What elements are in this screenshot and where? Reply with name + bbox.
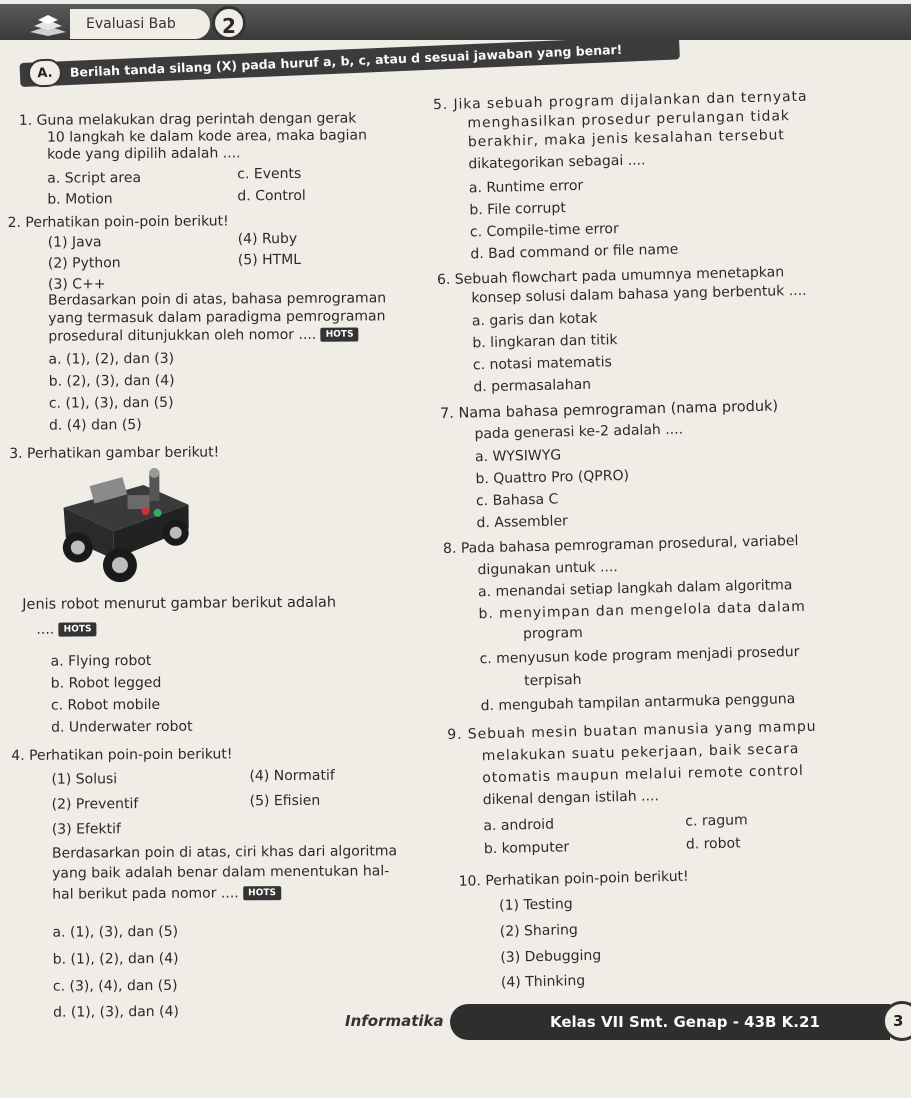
question-7-option-d[interactable]: d. Assembler (476, 513, 569, 532)
question-5-text: 5. Jika sebuah program dijalankan dan ternyata (432, 88, 808, 114)
question-9-text: 9. Sebuah mesin buatan manusia yang mampu (447, 718, 817, 744)
question-5-text-3: berakhir, maka jenis kesalahan tersebut (467, 127, 785, 151)
question-10-point-3: (3) Debugging (500, 947, 602, 966)
question-1-option-a[interactable]: a. Script area (47, 170, 142, 187)
question-10-text: 10. Perhatikan poin-poin berikut! (458, 868, 689, 890)
question-9-option-c[interactable]: c. ragum (685, 812, 748, 830)
question-3-text-3: .... HOTS (36, 621, 96, 638)
question-8-option-c-cont: terpisah (523, 671, 582, 690)
question-2-point-2: (2) Python (47, 255, 121, 272)
question-5-option-d[interactable]: d. Bad command or file name (470, 241, 679, 263)
question-4-text-2: Berdasarkan poin di atas, ciri khas dari algoritma (51, 843, 398, 862)
question-6-option-d[interactable]: d. permasalahan (473, 376, 592, 396)
question-2-point-3: (3) C++ (47, 276, 106, 293)
chapter-number: 2 (212, 6, 246, 40)
question-2-option-d[interactable]: d. (4) dan (5) (48, 417, 142, 434)
question-6-option-c[interactable]: c. notasi matematis (472, 354, 613, 374)
question-9-text-3: otomatis maupun melalui remote control (482, 762, 804, 787)
question-9-text-2: melakukan suatu pekerjaan, baik secara (481, 741, 800, 765)
question-9-text-4: dikenal dengan istilah .... (482, 788, 660, 809)
question-6-text-2: konsep solusi dalam bahasa yang berbentuk .... (471, 282, 807, 307)
question-8-option-b-cont: program (522, 624, 583, 643)
question-8-option-d[interactable]: d. mengubah tampilan antarmuka pengguna (480, 691, 796, 715)
question-4-point-1: (1) Solusi (51, 771, 118, 788)
question-4-option-c[interactable]: c. (3), (4), dan (5) (52, 977, 178, 995)
question-4-option-b[interactable]: b. (1), (2), dan (4) (52, 950, 179, 968)
question-8-text: 8. Pada bahasa pemrograman prosedural, variabel (442, 532, 799, 558)
question-4-option-d[interactable]: d. (1), (3), dan (4) (53, 1003, 179, 1021)
question-3-option-a[interactable]: a. Flying robot (50, 652, 152, 670)
question-1-text-2: 10 langkah ke dalam kode area, maka bagian (46, 127, 368, 146)
hots-badge: HOTS (321, 328, 359, 342)
question-5-option-c[interactable]: c. Compile-time error (469, 220, 619, 241)
hots-badge: HOTS (243, 886, 281, 900)
question-1-option-b[interactable]: b. Motion (47, 191, 113, 208)
question-2-option-b[interactable]: b. (2), (3), dan (4) (48, 372, 175, 390)
question-9-option-d[interactable]: d. robot (685, 835, 741, 853)
question-7-option-a[interactable]: a. WYSIWYG (474, 447, 562, 466)
question-6-text: 6. Sebuah flowchart pada umumnya menetapkan (436, 264, 785, 289)
question-5-text-2: menghasilkan prosedur perulangan tidak (467, 108, 791, 132)
hots-badge: HOTS (59, 622, 97, 636)
question-2-text-2: Berdasarkan poin di atas, bahasa pemrograman (48, 290, 387, 309)
footer-class-code: Kelas VII Smt. Genap - 43B K.21 (550, 1013, 820, 1031)
question-8-option-b[interactable]: b. menyimpan dan mengelola data dalam (478, 598, 806, 623)
question-6-option-a[interactable]: a. garis dan kotak (471, 310, 598, 330)
question-9-option-b[interactable]: b. komputer (483, 839, 570, 858)
section-letter: A. (27, 58, 62, 87)
question-7-text: 7. Nama bahasa pemrograman (nama produk) (439, 398, 779, 423)
question-2-option-a[interactable]: a. (1), (2), dan (3) (48, 350, 175, 368)
question-5-text-4: dikategorikan sebagai .... (468, 152, 646, 173)
question-3-text: 3. Perhatikan gambar berikut! (9, 444, 220, 462)
question-4-option-a[interactable]: a. (1), (3), dan (5) (52, 923, 179, 941)
question-6-option-b[interactable]: b. lingkaran dan titik (472, 332, 618, 352)
question-7-text-2: pada generasi ke-2 adalah .... (474, 421, 684, 443)
question-10-point-2: (2) Sharing (499, 922, 578, 940)
question-3-text-2: Jenis robot menurut gambar berikut adalah (22, 594, 337, 613)
question-4-text-4: hal berikut pada nomor .... HOTS (52, 885, 281, 904)
chapter-title: Evaluasi Bab (70, 9, 210, 39)
footer-bar (450, 1004, 890, 1040)
question-4-point-3: (3) Efektif (51, 821, 121, 838)
question-2-point-4: (4) Ruby (237, 230, 298, 248)
question-1-text-3: kode yang dipilih adalah .... (47, 145, 241, 163)
question-4-text-3: yang baik adalah benar dalam menentukan hal- (52, 863, 390, 882)
question-5-option-a[interactable]: a. Runtime error (468, 177, 584, 197)
question-2-text-4: prosedural ditunjukkan oleh nomor .... HOTS (48, 327, 358, 346)
section-instruction: Berilah tanda silang (X) pada huruf a, b, c, atau d sesuai jawaban yang benar! (69, 41, 623, 80)
question-8-text-2: digunakan untuk .... (477, 559, 618, 579)
question-4-point-4: (4) Normatif (249, 767, 335, 785)
question-1-text: 1. Guna melakukan drag perintah dengan gerak (18, 110, 357, 129)
question-7-option-b[interactable]: b. Quattro Pro (QPRO) (475, 467, 630, 488)
question-8-option-c[interactable]: c. menyusun kode program menjadi prosedur (479, 644, 800, 668)
question-10-point-1: (1) Testing (499, 896, 573, 914)
question-2-option-c[interactable]: c. (1), (3), dan (5) (48, 394, 174, 412)
question-4-point-2: (2) Preventif (51, 796, 139, 813)
footer-subject: Informatika (345, 1012, 444, 1030)
question-1-option-c[interactable]: c. Events (237, 165, 302, 183)
question-10-point-4: (4) Thinking (500, 972, 586, 991)
question-2-point-5: (5) HTML (237, 251, 302, 269)
question-2-text: 2. Perhatikan poin-poin berikut! (7, 213, 229, 231)
question-8-option-a[interactable]: a. menandai setiap langkah dalam algoritma (477, 577, 793, 601)
question-2-text-3: yang termasuk dalam paradigma pemrograman (48, 308, 386, 327)
question-9-option-a[interactable]: a. android (483, 816, 555, 835)
question-3-option-c[interactable]: c. Robot mobile (50, 696, 161, 714)
question-3-option-d[interactable]: d. Underwater robot (51, 718, 193, 736)
page-number: 3 (882, 1001, 911, 1041)
question-5-option-b[interactable]: b. File corrupt (469, 200, 567, 219)
question-2-point-1: (1) Java (47, 234, 102, 251)
question-1-option-d[interactable]: d. Control (237, 187, 306, 205)
question-4-text: 4. Perhatikan poin-poin berikut! (11, 746, 233, 764)
question-7-option-c[interactable]: c. Bahasa C (475, 491, 559, 510)
question-3-option-b[interactable]: b. Robot legged (50, 674, 162, 692)
question-4-point-5: (5) Efisien (249, 792, 321, 810)
